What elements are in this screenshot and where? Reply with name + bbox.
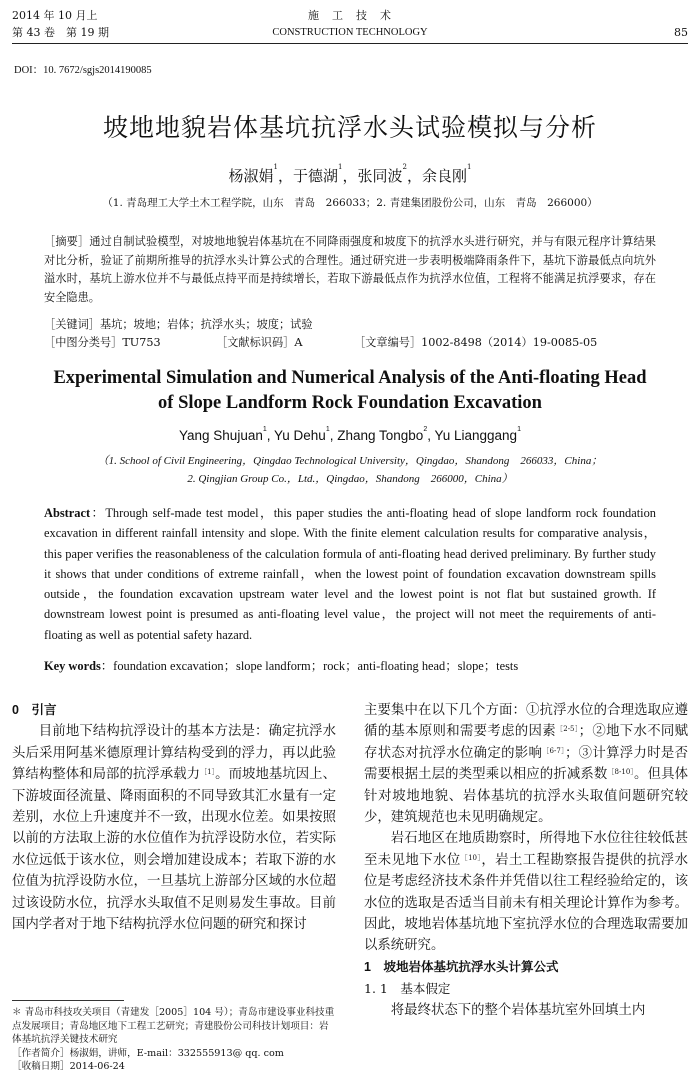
doc-code-label: ［文献标识码］ <box>216 336 295 349</box>
affiliation-en-2: 2. Qingjian Group Co.，Ltd.，Qingdao，Shandong 266000，China） <box>187 473 513 485</box>
footnote-author <box>12 1047 337 1061</box>
footnote-date-label: ［收稿日期］ <box>12 1061 70 1073</box>
header-journal-en: CONSTRUCTION TECHNOLOGY <box>272 27 428 38</box>
clc-label: ［中图分类号］ <box>44 336 123 349</box>
author-aff: 1 <box>262 426 267 433</box>
footnote-date-text: 2014-06-24 <box>69 1061 125 1073</box>
author-aff: 1 <box>517 426 521 433</box>
author-sep: ， <box>406 167 422 185</box>
author-aff: 2 <box>423 426 428 433</box>
section-0-heading: 0 引言 <box>12 703 57 717</box>
author-en: Yu Lianggang <box>434 428 518 443</box>
author-cn: 杨淑娟 <box>228 167 274 185</box>
paragraph <box>364 828 688 956</box>
author-sep: , <box>266 428 275 443</box>
footnote-date <box>12 1060 337 1074</box>
paragraph <box>12 721 336 935</box>
abstract-en <box>44 503 656 645</box>
right-column <box>364 700 688 1021</box>
text-run: ，岩土工程勘察报告提供的抗浮水位是考虑经济技术条件并凭借以往工程经验给定的，该水位的选取是否适当目前未有相关理论计算作为参考。因此，坡地岩体基坑地下室抗浮水位的合理选取需要加以系统研究。 <box>364 852 688 954</box>
author-aff: 1 <box>273 163 278 171</box>
abstract-cn-text: 通过自制试验模型，对坡地地貌岩体基坑在不同降雨强度和坡度下的抗浮水头进行研究，并与有限元程序计算结果对比分析，验证了前期所推导的抗浮水头计算公式的合理性。通过研究进一步表明极端降雨条件下，基坑下游最低点向坑外溢水时，基坑上游水位并不与最低点持平而是持续增长，若取下游最低点作为抗浮水位值，工程将不能满足抗浮要求，存在安全隐患。 <box>44 235 656 304</box>
footnote-fund: ＊ 青岛市科技攻关项目（青建发［2005］104 号）；青岛市建设事业科技重点发展项目；青岛地区地下工程工艺研究；青建股份公司科技计划项目：岩体基坑抗浮关键技术研究 <box>12 1007 335 1046</box>
author-sep: , <box>427 428 435 443</box>
abstract-en-text: ：Through self-made test model，this paper studies the anti-floating head of slope landform rock foundation excavation in different rainfall intensity and slope. With the finite element calculation results for comparative analysis，this paper verifies the reasonableness of the calculation formula of anti-floating head derived preliminary. By further study it shows that under conditions of extreme rainfall，when the lowest point of foundation excavation downstream spills outside，the foundation excavation upstream water level and the lowest point is not flat but sustained growth. If downstream lowest point is presumed as anti-floating level value，the project will not meet the requirements of anti-floating as well as potential safety hazard. <box>44 506 656 642</box>
footnote-rule <box>12 1000 124 1001</box>
author-sep: , <box>329 428 338 443</box>
text-run: ；③计算浮力时是否需要根据土层的类型乘以相应的折减系数 <box>364 745 689 783</box>
author-sep: ， <box>342 167 358 185</box>
text-run: 目前地下结构抗浮设计的基本方法是：确定抗浮水头后采用阿基米德原理计算结构受到的浮力，再以此验算结构整体和局部的抗浮承载力 <box>12 724 336 783</box>
doc-code-value: A <box>294 336 303 349</box>
author-aff: 1 <box>338 163 343 171</box>
footnote-author-label: ［作者简介］ <box>12 1047 70 1059</box>
header-volume: 第 43 卷 第 19 期 <box>12 26 109 39</box>
header-page-number: 85 <box>674 26 688 39</box>
text-run: 主要集中在以下几个方面：①抗浮水位的合理选取应遵循的基本原则和需要考虑的因素 <box>364 703 688 740</box>
keywords-en-text: ：foundation excavation；slope landform；rock；anti-floating head；slope；tests <box>100 659 519 673</box>
article-no-label: ［文章编号］ <box>354 336 422 349</box>
keywords-en <box>44 656 656 676</box>
citation: ［10］ <box>460 853 482 862</box>
header-date: 2014 年 10 月上 <box>12 9 98 22</box>
text-run: 。但具体针对坡地地貌、岩体基坑的抗浮水头取值问题研究较少，建筑规范也未见明确规定。 <box>364 767 689 826</box>
author-aff: 2 <box>402 163 407 171</box>
author-en: Zhang Tongbo <box>337 428 424 443</box>
author-aff: 1 <box>467 163 472 171</box>
title-cn: 坡地地貌岩体基坑抗浮水头试验模拟与分析 <box>102 113 597 142</box>
article-no-value: 1002-8498（2014）19-0085-05 <box>421 336 598 349</box>
title-en-text: Experimental Simulation and Numerical Analysis of the Anti-floating Head of Slope Landform Rock Foundation Excavation <box>53 368 647 413</box>
title-en <box>0 366 700 416</box>
paragraph <box>364 700 688 828</box>
text-run: 。而坡地基坑因上、下游坡面径流量、降雨面积的不同导致其汇水量有一定差别，水位上升速度并不一致，出现水位差。如果按照以前的方法取上游的水位值作为抗浮设防水位，若实际水位远低于该水位，则会增加建设成本；若取下游的水位值为抗浮设防水位，一旦基坑上游部分区域的水位超过该设防水位，抗浮水头取值不足则易发生事故。目前国内学者对于地下结构抗浮水位问题的研究和探讨 <box>12 767 337 933</box>
author-en: Yang Shujuan <box>179 428 263 443</box>
author-aff: 1 <box>325 426 330 433</box>
header-rule <box>12 43 688 44</box>
text-run: 岩石地区在地质勘察时，所得地下水位往往较低甚至未见地下水位 <box>364 831 688 868</box>
authors-en <box>0 428 700 443</box>
author-cn: 余良刚 <box>422 167 468 185</box>
affiliation-cn: （1. 青岛理工大学土木工程学院，山东 青岛 266033；2. 青建集团股份公司，山东 青岛 266000） <box>102 197 598 209</box>
citation: ［1］ <box>200 768 216 777</box>
footnote <box>12 1006 337 1074</box>
author-cn: 张同波 <box>357 167 403 185</box>
author-cn: 于德湖 <box>293 167 339 185</box>
footnote-author-text: 杨淑娟，讲师，E-mail：332555913@ qq. com <box>69 1047 284 1059</box>
left-column <box>12 700 336 935</box>
header-journal-cn: 施 工 技 术 <box>308 9 392 22</box>
affiliation-en-1: （1. School of Civil Engineering，Qingdao Technological University，Qingdao，Shandong 266033，China； <box>97 455 603 467</box>
keywords-en-label: Key words <box>44 659 101 673</box>
keywords-cn-text: 基坑；坡地；岩体；抗浮水头；坡度；试验 <box>99 318 313 331</box>
section-1-heading: 1 坡地岩体基坑抗浮水头计算公式 <box>364 959 559 974</box>
abstract-cn <box>44 233 656 307</box>
doi: DOI：10. 7672/sgjs2014190085 <box>14 65 152 76</box>
keywords-cn-label: ［关键词］ <box>44 318 100 331</box>
abstract-en-label: Abstract <box>44 506 91 520</box>
author-sep: ， <box>277 167 293 185</box>
text-run: ；②地下水不同赋存状态对抗浮水位确定的影响 <box>364 724 689 761</box>
citation: ［6-7］ <box>542 746 565 755</box>
abstract-cn-label: ［摘要］ <box>44 235 90 248</box>
author-en: Yu Dehu <box>274 428 326 443</box>
citation: ［8-10］ <box>607 768 635 777</box>
clc-value: TU753 <box>122 336 161 349</box>
keywords-cn <box>44 316 656 335</box>
authors-cn <box>0 165 700 186</box>
section-1-1-heading: 1. 1 基本假定 <box>364 981 451 997</box>
citation: ［2-5］ <box>555 725 579 734</box>
paragraph: 将最终状态下的整个岩体基坑室外回填土内 <box>390 1002 646 1018</box>
